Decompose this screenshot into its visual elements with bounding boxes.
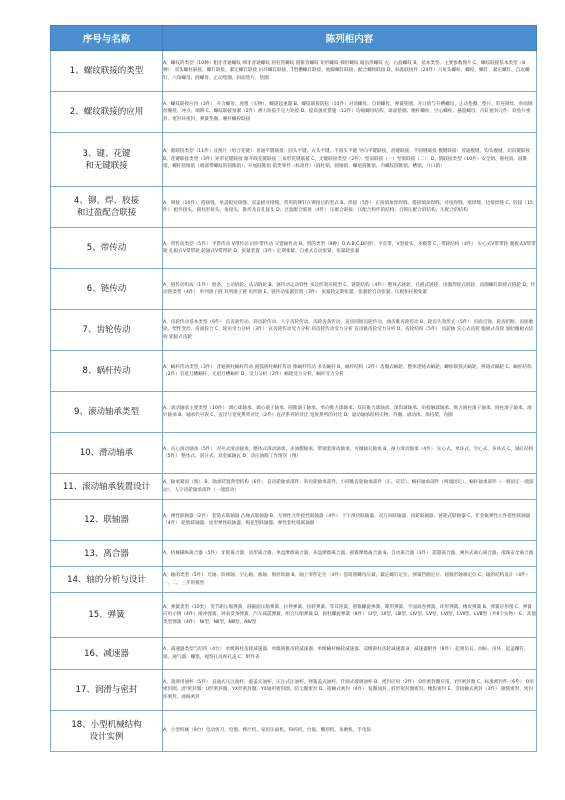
table-row bbox=[51, 474, 537, 500]
row-content-cell bbox=[163, 310, 537, 351]
row-content: A、带传动类型（5件） 平带传动 V带传动 同步带传动 交错轴传动 B、带的类型（9种）O,A,B,C,D四形、平皮带，V型接头，多楔带 C、带轮结构（4件） 实心式V带带轮 腹板式V带带轮 孔板式V带带轮 轮辐式V带带轮 D、张紧装置（3件）定期张紧、自重式自动张紧、张紧轮张紧 bbox=[163, 241, 536, 254]
table-header-row bbox=[51, 26, 537, 51]
row-content: A、螺纹联接应用（3件） 开合螺母、虎钳（实物）、螺旋起重器 B、螺纹联接防松（10件）对顶螺母、自锁螺母、弹簧垫圈、开口销与开槽螺母、止动垫圈、垫片、串连钢丝、单面钢丝缠绕、冲点、端铆 C、螺纹联接预紧（2件）测力矩扳手定力矩扳 D、提高强度措施（12件）均载螺母结构、球面垫圈、腰杆螺栓、空心螺栓、悬置螺母、汽缸密封元件：软垫片密封、密封环密封、弹簧垫圈、腰杆螺栓联接 bbox=[163, 101, 533, 122]
row-content-cell bbox=[163, 433, 537, 474]
row-title-cell bbox=[51, 133, 163, 187]
table-row bbox=[51, 541, 537, 567]
row-content-cell bbox=[163, 133, 537, 187]
row-content-cell bbox=[163, 187, 537, 228]
row-title-cell bbox=[51, 567, 163, 593]
row-content: A、轴承紧固（图） B、轴承装置典型结构（6件） 直齿轮轴承部件、斜齿轮轴承部件、小圆锥齿轮轴承部件（正、反装）、蜗杆轴承部件（两端固定）、蜗杆轴承部件（一端固定一端游动）、人字齿轮轴承部件（一端游动） bbox=[163, 480, 534, 493]
row-title: 14、轴的分析与设计 bbox=[67, 574, 146, 585]
row-title-cell bbox=[51, 670, 163, 711]
row-content: A、铆接（10件） 搭接缝、单盖板对接缝、双盖板对接缝、常用的铆钉在铆接后的型式 B、焊接（5件） 正接填角焊焊缝、搭接填角焊缝、对接焊缝、塞焊缝、边接焊缝 C、胶接（15件） 板件接头、圆柱形接头、角接头、锥形及盲孔接头 D、过盈配合联接（4件） 压配合联接、压配合构件的结构、自锁压配合的结构、压配合的结构 bbox=[163, 200, 533, 213]
table-row bbox=[51, 593, 537, 638]
row-content: A、链传动组成（1件） 链条、主动链轮、从动链轮 B、链传动运动特性 多边形效应模型 C、链轮结构（4件） 整体式链轮、孔板式链轮、齿圈焊接式链轮、齿圈螺钉联接式链轮 D、传动链类型（4件） 单列滚子链 双列滚子链 齿形链 E、链传动张紧装置（3件） 张紧轮定期张紧、张紧轮自动张紧、压板和托板张紧 bbox=[163, 282, 536, 295]
row-title-cell bbox=[51, 269, 163, 310]
row-content: A、键联接类型（11件）及图片（组合花键） 普通平键联接：圆头平键、方头平键、半圆头平键 导向平键联接、滑键联接、半圆键联接 楔键联接：普通楔键、钩头楔键、切向键联接 B、花键联接类型（3件）矩形花键联接 渐开线花键联接 三角形花键联接 C、无键联接类型（2件） 型面联接（一）型面联接（二） D、销联接类型（10件）安全销、圆柱销、圆锥销、螺杆圆锥销（端部带螺纹的圆锥销）、开尾圆锥销 销类零件（标准件）（圆柱销、圆锥销、螺尾圆锥销、内螺纹圆锥销、槽销、开口销） bbox=[163, 149, 531, 170]
table-row bbox=[51, 351, 537, 392]
row-title: 13、离合器 bbox=[84, 548, 129, 559]
table-body bbox=[51, 51, 537, 752]
exhibit-table bbox=[50, 25, 537, 752]
row-title: 11、滚动轴承装置设计 bbox=[62, 481, 151, 492]
row-content-cell bbox=[163, 269, 537, 310]
row-content: A、齿轮传动基本类型（6件） 直齿轮传动、斜齿轮传动、人字齿轮传动、齿轮齿条传动、直齿圆锥齿轮传动、曲齿锥齿轮传动 B、轮齿失效形式（5件） 齿面点蚀、轮齿折断、齿面磨损、塑性变形、齿面胶合 C、轮齿受力分析（3件） 直齿轮传动受力分析 斜齿轮传动受力分析 直齿锥齿轮受力分析 D、齿轮结构（5件） 齿轮轴 实心式齿轮 腹板式齿轮 加肋腹板式结构 轮辐式齿轮 bbox=[163, 319, 534, 340]
row-title: 9、滚动轴承类型 bbox=[74, 407, 139, 417]
row-title-cell bbox=[51, 92, 163, 133]
row-content: A、弹簧类型（10类） 变节距压缩弹簧、圆截面压缩弹簧、拉伸弹簧、扭转弹簧、等耳矩簧、圆锥螺旋弹簧、碟形弹簧、平面涡卷弹簧、环形弹簧、橡皮弹簧 B、弹簧应用图 C、弹簧应用示例（4件）缓冲弹簧、钟表发条弹簧、汽车减震弹簧、组合压缩弹簧 D、圆柱螺旋弹簧（8件） LⅠ型、LⅡ型、LⅢ型、LⅣ型、LⅤ型、LⅥ型、LⅦ型、LⅧ型（共8个实物） E、其他类型弹簧（4件） NⅠ型、NⅡ型、NⅢ型、NⅣ型 bbox=[163, 604, 536, 625]
row-content-cell bbox=[163, 474, 537, 500]
row-title-cell bbox=[51, 187, 163, 228]
table-row bbox=[51, 392, 537, 433]
row-title-cell bbox=[51, 51, 163, 92]
row-content-cell bbox=[163, 567, 537, 593]
row-title-cell bbox=[51, 351, 163, 392]
row-content: A、螺纹的类型（10种）粗牙普通螺纹 细牙普通螺纹 圆柱管螺纹 圆锥管螺纹 矩形螺纹 梯形螺纹 锯齿形螺纹 左、右旋螺纹 B、基本类型、主要参数图片 C、螺纹联接基本类型（8种）：双头螺柱联接、螺钉联接、紧定螺钉联接 吊环螺钉联接、T型槽螺钉联接、地脚螺钉联接、配合螺栓联接 D、标准联接件（24件）六角头螺栓、螺栓、螺钉、紧定螺钉、自攻螺钉、六角螺母、圆螺母、止动垫圈、斜面垫片、垫圈 bbox=[163, 60, 530, 81]
row-title: 6、链传动 bbox=[86, 284, 127, 294]
row-title: 16、减速器 bbox=[84, 648, 129, 659]
table-row bbox=[51, 638, 537, 670]
row-content-cell bbox=[163, 593, 537, 638]
row-content-cell bbox=[163, 711, 537, 752]
row-content-cell bbox=[163, 638, 537, 670]
row-content: A、向心滑动轴承（5件） 对开式滑动轴承、整体式滑动轴承、多油楔轴承、带轴套滑动轴承、可倾轴瓦轴承 B、推力滑动轴承（4件） 实心式、单环式、空心式、多环式 C、轴瓦结构（5件） 整体式、剖分式、双金属轴瓦 D、动压油膜工作情况（图） bbox=[163, 446, 534, 459]
row-title: 5、带传动 bbox=[86, 243, 127, 253]
row-title: 10、滑动轴承 bbox=[79, 448, 134, 458]
row-content-cell bbox=[163, 670, 537, 711]
row-title-cell bbox=[51, 500, 163, 541]
row-title-cell bbox=[51, 433, 163, 474]
table-row bbox=[51, 92, 537, 133]
row-title-cell bbox=[51, 474, 163, 500]
row-title: 15、弹簧 bbox=[88, 610, 125, 620]
row-title: 18、小型机械结构 设计实例 bbox=[71, 720, 142, 742]
row-title: 3、键、花键 和无键联接 bbox=[82, 148, 131, 171]
row-content-cell bbox=[163, 392, 537, 433]
row-title-cell bbox=[51, 541, 163, 567]
row-title-cell bbox=[51, 310, 163, 351]
row-content-cell bbox=[163, 500, 537, 541]
row-content: A、蜗杆传动类型（3件） 普通圆柱蜗杆传动 圆弧圆柱蜗杆传动 锥蜗杆传动 多头蜗杆 B、蜗杆结构（2件）齿圈式蜗轮、整体浇铸式蜗轮、螺栓联接式蜗轮、拼铸式蜗轮 C、蜗杆结构（2件）有退刀槽蜗杆、无退刀槽蜗杆 D、受力分析（2件）蜗轮受力分析、蜗杆受力分析 bbox=[163, 364, 532, 377]
row-title-cell bbox=[51, 392, 163, 433]
row-title: 12、联轴器 bbox=[84, 515, 129, 525]
row-content: A、机械操纵离合器（5件） 牙嵌离合器、齿形离合器、单盘摩擦离合器、多盘摩擦离合器、圆锥摩擦离合器 B、自动离合器（3件） 超越离合器、闸块式离心离合器、滚珠安全离合器 bbox=[163, 550, 534, 556]
table-row bbox=[51, 433, 537, 474]
row-content: A、润滑用油杯（5件） 直通式压注油杯、旋盖式油杯、压注式注油杯、弹簧盖式油杯、针阀式玻璃油杯 B、密封应用（2件） O形密封圈应用、Y形密封圈 C、标准密封件（6件） O形密封圈、J形密封圈、U形密封圈、YX形密封圈、YX轴用密封圈、防尘圈密封 D、接触式密封（4件） 毡圈油封、唇形密封圈密封、橡胶密封 E、非接触式密封（3件） 隙缝密封、密封环密封、曲路密封 bbox=[163, 679, 534, 700]
table-row bbox=[51, 228, 537, 269]
row-title: 17、润滑与密封 bbox=[75, 685, 138, 695]
row-content-cell bbox=[163, 541, 537, 567]
row-content: A、刚性联轴器（2件） 套筒式联轴器 凸缘式联轴器 B、无弹性元件挠性联轴器（4件） 十字滑块联轴器、双万向联轴器、齿轮联轴器、链轮式联轴器 C、非金属弹性元件挠性联轴器（4件） 轮胎联轴器、星形弹性联轴器、梅花型联轴器、弹性套柱销联轴器 bbox=[163, 513, 531, 526]
table-row bbox=[51, 187, 537, 228]
table-row bbox=[51, 670, 537, 711]
row-title: 8、蜗杆传动 bbox=[82, 366, 131, 376]
table-row bbox=[51, 133, 537, 187]
table-row bbox=[51, 500, 537, 541]
row-title-cell bbox=[51, 711, 163, 752]
table-row bbox=[51, 711, 537, 752]
row-content-cell bbox=[163, 228, 537, 269]
row-title: 4、铆、焊、胶接 和过盈配合联接 bbox=[74, 196, 139, 218]
row-content-cell bbox=[163, 51, 537, 92]
row-content: A、滚动轴承主要类型（10件） 调心球轴承、调心滚子轴承、圆锥滚子轴承、单向推力球轴承、双向推力球轴承、深沟球轴承、角接触球轴承、推力圆柱滚子轴承、圆柱滚子轴承、滚针轴承 B、轴承代号表 C、直径与宽度系列对比（2件）直径系列的对比 宽度系列的对比 D、滚动轴承结构实物、外圈、滚动体、保持架、内圈 bbox=[163, 405, 532, 418]
header-index-name: 序号与名称 bbox=[51, 26, 163, 51]
row-title: 1、螺纹联接的类型 bbox=[69, 66, 144, 76]
header-display-content: 陈列柜内容 bbox=[163, 26, 537, 51]
row-title-cell bbox=[51, 593, 163, 638]
table-row bbox=[51, 567, 537, 593]
row-title-cell bbox=[51, 228, 163, 269]
row-content: A、小型机械（9台）电动剪刀、电刨、榨汁机、家用压面机、粉碎机、台锯、雕刻机、角磨机、手电钻 bbox=[163, 728, 372, 734]
row-content-cell bbox=[163, 351, 537, 392]
table-row bbox=[51, 51, 537, 92]
row-title: 7、齿轮传动 bbox=[82, 325, 131, 335]
row-content: A、轴的类型（5件） 光轴、阶梯轴、空心轴、曲轴、钢丝软轴 B、轴上零件定位（4件）套筒圆螺母压紧、紧定螺钉定位、弹簧挡圈定位、圆锥形轴端定位 C、轴的结构设计（4件）一、二、三步的模型 bbox=[163, 573, 531, 586]
row-content-cell bbox=[163, 92, 537, 133]
table-row bbox=[51, 310, 537, 351]
row-content: A、减速器类型与结构（4台） 单级圆柱齿轮减速器、单级圆锥齿轮减速器、单级蜗杆蜗轮减速器、双级圆柱齿轮减速器 B、减速器附件（8件） 起重吊耳、油标、吊环、起盖螺钉、销、通气器、螺塞、观察孔及视孔盖 C、附件表 bbox=[163, 647, 529, 660]
row-title: 2、螺纹联接的应用 bbox=[69, 107, 144, 117]
row-title-cell bbox=[51, 638, 163, 670]
table-row bbox=[51, 269, 537, 310]
